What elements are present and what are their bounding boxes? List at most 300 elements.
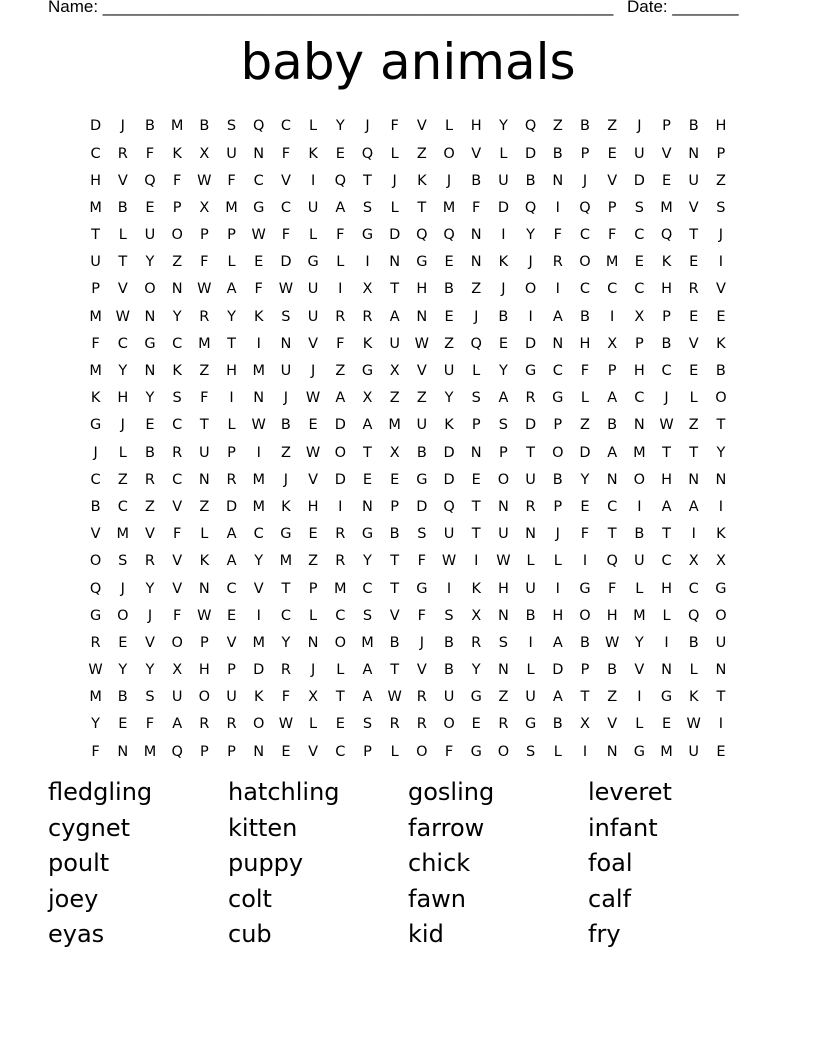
grid-letter: E	[471, 716, 481, 733]
grid-letter: Z	[172, 254, 183, 271]
grid-letter: M	[252, 498, 265, 515]
grid-letter: T	[390, 553, 400, 570]
grid-letter: N	[552, 172, 564, 189]
grid-letter: F	[607, 227, 617, 244]
grid-letter: T	[689, 227, 699, 244]
grid-letter: C	[634, 281, 645, 298]
grid-letter: G	[552, 390, 564, 407]
grid-letter: Q	[470, 335, 482, 352]
grid-letter: Z	[607, 689, 618, 706]
grid-letter: E	[308, 417, 318, 434]
grid-letter: I	[610, 308, 615, 325]
grid-letter: A	[688, 498, 699, 515]
grid-letter: F	[336, 335, 345, 352]
grid-letter: E	[661, 172, 672, 189]
grid-letter: O	[144, 281, 156, 298]
grid-letter: I	[637, 689, 642, 706]
grid-letter: M	[252, 634, 265, 651]
grid-letter: K	[362, 335, 373, 352]
grid-letter: T	[417, 199, 427, 216]
grid-letter: R	[199, 308, 210, 325]
grid-letter: L	[390, 199, 399, 216]
grid-letter: L	[390, 145, 399, 162]
grid-letter: V	[145, 634, 155, 651]
grid-letter: E	[607, 145, 617, 162]
grid-letter: I	[582, 743, 588, 760]
grid-letter: N	[715, 471, 727, 488]
grid-letter: C	[688, 580, 699, 597]
grid-letter: H	[579, 335, 591, 352]
grid-letter: D	[633, 172, 645, 189]
grid-letter: K	[444, 417, 454, 434]
grid-letter: E	[308, 526, 318, 543]
grid-letter: Q	[334, 172, 346, 189]
grid-letter: B	[552, 471, 563, 488]
grid-letter: U	[199, 444, 210, 461]
grid-letter: I	[256, 444, 261, 461]
grid-letter: L	[472, 363, 481, 380]
grid-letter: E	[226, 607, 237, 624]
grid-letter: D	[525, 335, 537, 352]
grid-letter: O	[89, 553, 102, 570]
grid-letter: L	[309, 716, 318, 733]
grid-letter: O	[715, 607, 727, 624]
grid-letter: P	[607, 199, 617, 216]
grid-letter: P	[580, 662, 590, 679]
grid-letter: R	[335, 308, 346, 325]
grid-letter: Y	[91, 716, 101, 733]
grid-letter: A	[498, 390, 509, 407]
grid-letter: P	[199, 634, 209, 651]
grid-letter: U	[144, 227, 156, 244]
grid-letter: U	[525, 689, 536, 706]
grid-letter: N	[552, 335, 564, 352]
grid-letter: K	[716, 335, 726, 352]
grid-letter: T	[580, 689, 590, 706]
grid-letter: F	[91, 743, 100, 760]
grid-letter: J	[283, 390, 289, 407]
grid-letter: S	[362, 607, 373, 624]
grid-letter: L	[526, 553, 535, 570]
grid-letter: Z	[715, 172, 726, 189]
grid-letter: W	[305, 390, 321, 407]
grid-letter: Z	[444, 335, 454, 352]
grid-letter: D	[443, 444, 455, 461]
grid-letter: P	[199, 227, 209, 244]
grid-letter: K	[417, 172, 427, 189]
grid-letter: E	[716, 743, 726, 760]
grid-letter: N	[606, 743, 618, 760]
grid-letter: V	[226, 634, 237, 651]
grid-letter: J	[446, 172, 452, 189]
grid-letter: U	[688, 743, 700, 760]
grid-letter: O	[443, 145, 455, 162]
grid-letter: H	[470, 118, 482, 135]
grid-letter: B	[444, 281, 454, 298]
grid-letter: U	[634, 145, 645, 162]
grid-letter: S	[417, 526, 427, 543]
grid-letter: E	[362, 471, 373, 488]
grid-letter: E	[254, 254, 264, 271]
grid-letter: F	[172, 172, 182, 189]
grid-letter: P	[716, 145, 726, 162]
grid-letter: J	[120, 580, 125, 597]
grid-letter: H	[117, 390, 129, 407]
grid-letter: B	[90, 498, 101, 515]
grid-letter: W	[604, 634, 620, 651]
grid-letter: E	[634, 254, 644, 271]
grid-letter: G	[660, 689, 673, 706]
grid-letter: R	[389, 716, 400, 733]
grid-letter: I	[338, 281, 343, 298]
grid-letter: S	[471, 390, 481, 407]
grid-letter: I	[555, 281, 560, 298]
grid-letter: B	[444, 662, 454, 679]
grid-letter: N	[633, 417, 645, 434]
grid-letter: M	[89, 363, 102, 380]
grid-letter: C	[90, 471, 101, 488]
grid-letter: O	[198, 689, 211, 706]
grid-letter: F	[281, 145, 291, 162]
grid-letter: U	[498, 526, 509, 543]
grid-letter: N	[470, 254, 482, 271]
grid-letter: K	[471, 580, 481, 597]
grid-letter: R	[471, 634, 482, 651]
grid-letter: U	[389, 335, 400, 352]
grid-letter: I	[664, 634, 669, 651]
grid-letter: V	[280, 172, 291, 189]
grid-letter: H	[715, 118, 727, 135]
grid-letter: S	[525, 743, 536, 760]
grid-letter: O	[171, 634, 183, 651]
grid-letter: J	[120, 417, 125, 434]
grid-letter: W	[659, 417, 674, 434]
grid-letter: G	[416, 254, 428, 271]
grid-letter: P	[91, 281, 100, 298]
grid-letter: H	[661, 580, 672, 597]
date-field-line: Date: _______	[627, 0, 739, 16]
grid-letter: G	[361, 227, 374, 244]
word-bank-item: poult	[48, 849, 110, 877]
grid-letter: D	[525, 145, 537, 162]
grid-letter: M	[252, 363, 265, 380]
grid-letter: U	[443, 526, 455, 543]
grid-letter: Y	[498, 118, 508, 135]
word-bank-item: fry	[588, 920, 621, 948]
word-bank-item: puppy	[228, 849, 304, 877]
grid-letter: T	[363, 444, 372, 461]
grid-letter: M	[633, 607, 646, 624]
grid-letter: I	[691, 526, 696, 543]
grid-letter: B	[525, 172, 536, 189]
grid-letter: B	[117, 689, 128, 706]
grid-letter: U	[226, 145, 237, 162]
grid-letter: N	[198, 471, 210, 488]
grid-letter: R	[552, 254, 563, 271]
grid-letter: V	[172, 580, 183, 597]
grid-letter: H	[661, 471, 672, 488]
grid-letter: E	[335, 145, 345, 162]
grid-letter: B	[688, 634, 699, 651]
grid-letter: B	[579, 634, 590, 651]
grid-letter: M	[89, 689, 102, 706]
grid-letter: U	[498, 172, 509, 189]
grid-letter: X	[172, 662, 183, 679]
grid-letter: T	[390, 662, 400, 679]
word-bank-item: farrow	[408, 813, 485, 842]
grid-letter: Y	[281, 634, 291, 651]
grid-letter: F	[281, 227, 291, 244]
grid-letter: Q	[524, 118, 537, 135]
grid-letter: G	[633, 743, 645, 760]
grid-letter: B	[389, 526, 400, 543]
grid-letter: C	[335, 607, 346, 624]
grid-letter: U	[280, 363, 292, 380]
grid-letter: T	[199, 417, 209, 434]
grid-letter: J	[528, 254, 533, 271]
grid-letter: J	[419, 634, 424, 651]
grid-letter: S	[716, 199, 726, 216]
grid-letter: K	[308, 145, 318, 162]
grid-letter: E	[661, 716, 672, 733]
grid-letter: Y	[118, 363, 128, 380]
grid-letter: P	[471, 417, 481, 434]
word-bank-item: kitten	[228, 813, 298, 842]
grid-letter: L	[336, 254, 345, 271]
grid-letter: F	[227, 172, 236, 189]
grid-letter: D	[579, 444, 591, 461]
grid-letter: T	[526, 444, 536, 461]
grid-letter: M	[660, 199, 673, 216]
grid-letter: Y	[145, 254, 155, 271]
grid-letter: M	[388, 417, 401, 434]
grid-letter: T	[662, 444, 671, 461]
grid-letter: K	[172, 363, 182, 380]
grid-letter: F	[200, 254, 209, 271]
grid-letter: S	[498, 634, 509, 651]
grid-letter: C	[253, 526, 264, 543]
grid-letter: F	[390, 118, 399, 135]
grid-letter: W	[88, 662, 103, 679]
grid-letter: I	[256, 335, 261, 352]
grid-letter: E	[145, 199, 155, 216]
grid-letter: Y	[118, 662, 128, 679]
grid-letter: N	[715, 662, 727, 679]
grid-letter: W	[251, 417, 266, 434]
grid-letter: E	[118, 634, 128, 651]
grid-letter: J	[392, 172, 397, 189]
grid-letter: W	[305, 444, 321, 461]
word-bank-item: foal	[588, 849, 633, 877]
grid-letter: A	[552, 308, 563, 325]
grid-letter: A	[362, 417, 373, 434]
grid-letter: O	[579, 607, 591, 624]
word-bank-item: calf	[588, 884, 632, 913]
grid-letter: X	[199, 145, 210, 162]
grid-letter: G	[144, 335, 156, 352]
grid-letter: T	[390, 281, 400, 298]
grid-letter: E	[444, 254, 454, 271]
grid-letter: Z	[688, 417, 699, 434]
grid-letter: O	[715, 390, 727, 407]
grid-letter: U	[307, 281, 319, 298]
grid-letter: C	[634, 390, 645, 407]
grid-letter: K	[661, 254, 672, 271]
grid-letter: D	[334, 471, 346, 488]
grid-letter: T	[390, 580, 400, 597]
grid-letter: B	[579, 118, 590, 135]
grid-letter: P	[227, 662, 236, 679]
grid-letter: P	[580, 145, 590, 162]
grid-letter: F	[254, 281, 263, 298]
grid-letter: S	[362, 716, 373, 733]
grid-letter: X	[308, 689, 319, 706]
grid-letter: R	[335, 553, 346, 570]
grid-letter: J	[365, 118, 370, 135]
grid-letter: Y	[335, 118, 345, 135]
grid-letter: I	[365, 254, 370, 271]
grid-letter: T	[716, 417, 726, 434]
grid-letter: O	[416, 743, 428, 760]
grid-letter: V	[715, 281, 726, 298]
grid-letter: V	[308, 471, 319, 488]
grid-letter: U	[90, 254, 101, 271]
grid-letter: Y	[227, 308, 236, 325]
grid-letter: C	[172, 335, 183, 352]
word-bank-item: colt	[228, 884, 272, 913]
grid-letter: J	[555, 526, 560, 543]
grid-letter: J	[310, 363, 316, 380]
grid-letter: L	[444, 118, 454, 135]
grid-letter: B	[144, 444, 155, 461]
grid-letter: F	[417, 607, 427, 624]
grid-letter: D	[416, 498, 428, 515]
grid-letter: G	[307, 254, 319, 271]
grid-letter: U	[715, 634, 727, 651]
grid-letter: D	[497, 199, 509, 216]
grid-letter: C	[117, 335, 128, 352]
grid-letter: B	[634, 526, 645, 543]
grid-letter: W	[197, 281, 212, 298]
grid-letter: D	[552, 662, 564, 679]
grid-letter: P	[607, 363, 617, 380]
grid-letter: V	[90, 526, 101, 543]
grid-letter: C	[661, 553, 672, 570]
grid-letter: G	[89, 417, 102, 434]
grid-letter: X	[362, 281, 373, 298]
grid-letter: F	[145, 716, 155, 733]
grid-letter: N	[416, 308, 428, 325]
grid-letter: M	[442, 199, 456, 216]
grid-letter: O	[633, 471, 646, 488]
grid-letter: Y	[172, 308, 182, 325]
grid-letter: P	[499, 444, 508, 461]
grid-letter: V	[117, 172, 128, 189]
grid-letter: T	[471, 498, 481, 515]
grid-letter: J	[283, 471, 289, 488]
grid-letter: P	[227, 444, 236, 461]
grid-letter: L	[635, 716, 644, 733]
grid-letter: V	[145, 526, 155, 543]
grid-letter: J	[147, 607, 153, 624]
grid-letter: B	[389, 634, 400, 651]
grid-letter: B	[715, 363, 726, 380]
grid-letter: T	[689, 444, 699, 461]
grid-letter: I	[338, 498, 343, 515]
grid-letter: N	[525, 526, 537, 543]
grid-letter: A	[661, 498, 672, 515]
grid-letter: X	[580, 716, 590, 733]
grid-letter: N	[470, 227, 482, 244]
grid-letter: D	[525, 417, 537, 434]
word-bank-item: gosling	[408, 778, 495, 806]
grid-letter: N	[362, 498, 373, 515]
grid-letter: Z	[145, 498, 155, 515]
grid-letter: W	[686, 716, 701, 733]
grid-letter: C	[607, 281, 618, 298]
grid-letter: K	[172, 145, 182, 162]
grid-letter: S	[634, 199, 644, 216]
grid-letter: M	[116, 526, 130, 543]
grid-letter: N	[171, 281, 183, 298]
grid-letter: K	[716, 526, 726, 543]
grid-letter: E	[580, 498, 590, 515]
grid-letter: H	[226, 363, 237, 380]
grid-letter: O	[334, 444, 346, 461]
word-bank-item: cub	[228, 920, 272, 948]
grid-letter: N	[497, 607, 509, 624]
grid-letter: L	[309, 227, 318, 244]
grid-letter: O	[171, 227, 183, 244]
grid-letter: O	[443, 716, 455, 733]
grid-letter: R	[688, 281, 699, 298]
grid-letter: Q	[524, 199, 537, 216]
grid-letter: E	[281, 743, 291, 760]
grid-letter: E	[471, 471, 481, 488]
grid-letter: F	[281, 689, 291, 706]
grid-letter: M	[198, 335, 211, 352]
grid-letter: F	[336, 227, 345, 244]
grid-letter: L	[390, 743, 399, 760]
grid-letter: P	[199, 743, 209, 760]
grid-letter: P	[662, 118, 671, 135]
grid-letter: N	[307, 634, 319, 651]
grid-letter: L	[553, 743, 562, 760]
grid-letter: I	[310, 172, 316, 189]
grid-letter: J	[93, 444, 98, 461]
grid-letter: E	[716, 308, 726, 325]
grid-letter: D	[280, 254, 292, 271]
grid-letter: H	[633, 363, 645, 380]
grid-letter: L	[580, 390, 590, 407]
grid-letter: K	[253, 689, 264, 706]
grid-letter: H	[606, 607, 618, 624]
grid-letter: G	[715, 580, 727, 597]
grid-letter: I	[528, 308, 533, 325]
grid-letter: V	[688, 335, 699, 352]
word-bank-item: cygnet	[48, 813, 131, 842]
grid-letter: O	[334, 634, 346, 651]
grid-letter: R	[498, 716, 509, 733]
grid-letter: O	[497, 743, 510, 760]
grid-letter: A	[335, 390, 346, 407]
grid-letter: X	[389, 444, 400, 461]
grid-letter: F	[417, 553, 427, 570]
grid-letter: Y	[254, 553, 264, 570]
grid-letter: I	[555, 199, 560, 216]
grid-letter: N	[280, 335, 292, 352]
grid-letter: M	[89, 308, 102, 325]
